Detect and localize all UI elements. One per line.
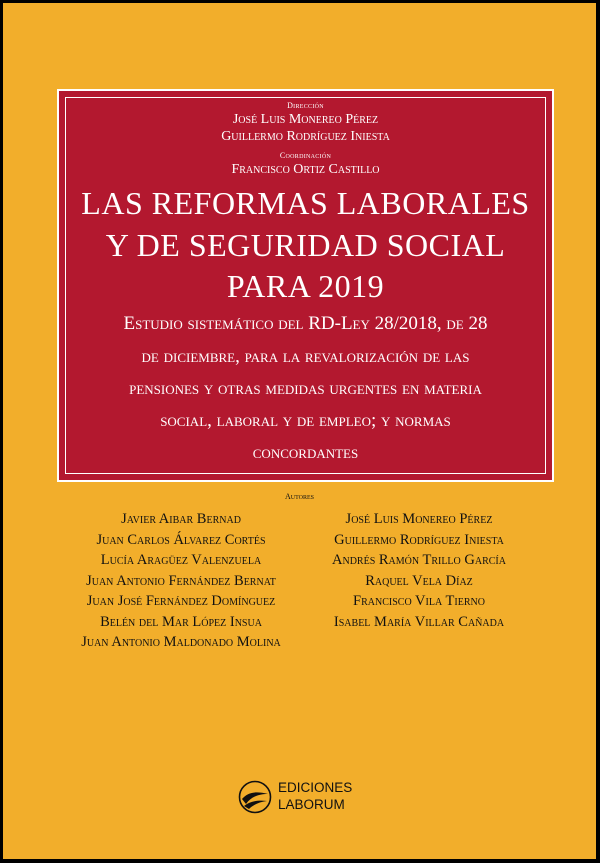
authors-left-column — [63, 509, 299, 653]
author-name: Raquel Vela Díaz — [365, 572, 473, 589]
author-name: Francisco Vila Tierno — [353, 593, 485, 609]
laborum-swoosh-logo-icon — [238, 780, 272, 814]
author-name: Lucía Aragüez Valenzuela — [100, 552, 262, 568]
publisher-name-line-2: LABORUM — [278, 797, 345, 812]
coordinator-name: Francisco Ortiz Castillo — [231, 162, 380, 177]
author-name: José Luis Monereo Pérez — [345, 511, 493, 527]
publisher-name-line-1: EDICIONES — [278, 780, 353, 795]
author-name: Belén del Mar López Insua — [100, 613, 262, 630]
author-name: Guillermo Rodríguez Iniesta — [334, 531, 504, 548]
publisher-name — [278, 779, 352, 813]
subtitle-line-5: concordantes — [252, 442, 359, 463]
subtitle-line-3: pensiones y otras medidas urgentes en materia — [129, 378, 482, 399]
subtitle-line-2: de diciembre, para la revalorización de las — [141, 346, 470, 367]
director-name-2: Guillermo Rodríguez Iniesta — [221, 129, 390, 144]
director-name-1: José Luis Monereo Pérez — [232, 112, 379, 127]
subtitle-line-1: Estudio sistemático del RD-Ley 28/2018, de 28 — [123, 313, 488, 334]
subtitle-line-4: social, laboral y de empleo; y normas — [160, 410, 451, 431]
author-name: Isabel María Villar Cañada — [333, 613, 505, 630]
title-line-2: Y DE SEGURIDAD SOCIAL — [105, 227, 506, 263]
author-name: Andrés Ramón Trillo García — [332, 552, 506, 568]
author-name: Javier Aibar Bernad — [121, 511, 241, 527]
title-line-3: PARA 2019 — [226, 268, 385, 304]
book-cover — [3, 3, 596, 859]
author-name: Juan Carlos Álvarez Cortés — [96, 531, 266, 548]
autores-label: Autores — [284, 492, 314, 501]
publisher-logo — [238, 776, 368, 826]
title-line-1: LAS REFORMAS LABORALES — [81, 185, 530, 221]
title-box — [57, 89, 554, 482]
author-name: Juan Antonio Fernández Bernat — [86, 572, 276, 589]
direccion-label: Dirección — [287, 101, 324, 110]
coordinacion-label: Coordinación — [279, 151, 332, 160]
author-name: Juan José Fernández Domínguez — [86, 593, 276, 609]
author-name: Juan Antonio Maldonado Molina — [81, 634, 281, 650]
authors-right-column — [299, 509, 539, 632]
